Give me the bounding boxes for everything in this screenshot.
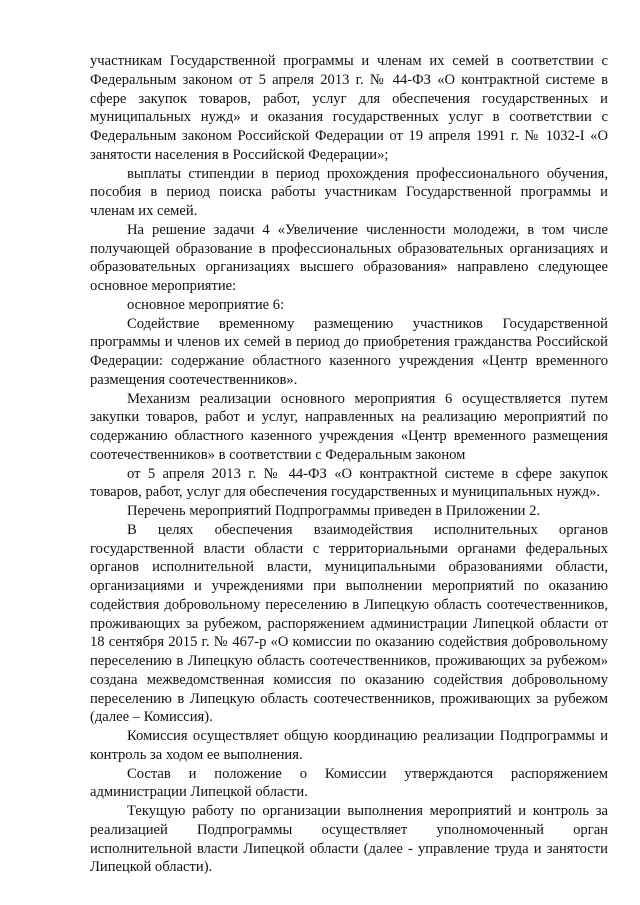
- paragraph-temporary-placement: Содействие временному размещению участников Государственной программы и членов их семей в период до приобретения гражданства Российской Федерации: содержание областного казенного учреждения «Центр временного размещения соотечественников».: [90, 315, 608, 388]
- paragraph-stipend-payments: выплаты стипендии в период прохождения профессионального обучения, пособия в период поиска работы участникам Государственной программы и членам их семей.: [90, 165, 608, 219]
- paragraph-activities-list: Перечень мероприятий Подпрограммы приведен в Приложении 2.: [127, 503, 541, 519]
- paragraph-participants-law: участникам Государственной программы и членам их семей в соответствии с Федеральным законом от 5 апреля 2013 г. № 44-ФЗ «О контрактной системе в сфере закупок товаров, работ, услуг для обеспечения государственных и муниципальных нужд» и оказания государственных услуг в соответствии с Федеральным законом Российской Федерации от 19 апреля 1991 г. № 1032-I «О занятости населения в Российской Федерации»;: [90, 53, 608, 163]
- paragraph-commission-created: В целях обеспечения взаимодействия исполнительных органов государственной власти области с территориальными органами федеральных органов исполнительной власти, муниципальными образованиями области, организациями и учреждениями при выполнении мероприятий по оказанию содействия добровольному переселению в Липецкую область соотечественников, проживающих за рубежом, распоряжением администрации Липецкой области от 18 сентября 2015 г. № 467-р «О комиссии по оказанию содействия добровольному переселению в Липецкую область соотечественников, проживающих за рубежом» создана межведомственная комиссия по оказанию содействия добровольному переселению в Липецкую область соотечественников, проживающих за рубежом (далее – Комиссия).: [90, 521, 608, 726]
- paragraph-mechanism: Механизм реализации основного мероприятия 6 осуществляется путем закупки товаров, работ и услуг, направленных на реализацию мероприятий по содержанию областного казенного учреждения «Центр временного размещения соотечественников» в соответствии с Федеральным законом: [90, 390, 608, 463]
- paragraph-main-activity-6-heading: основное мероприятие 6:: [127, 296, 285, 313]
- document-body: [90, 52, 608, 877]
- paragraph-commission-composition: Состав и положение о Комиссии утверждаются распоряжением администрации Липецкой области.: [90, 765, 608, 801]
- paragraph-commission-coordination: Комиссия осуществляет общую координацию реализации Подпрограммы и контроль за ходом ее выполнения.: [90, 728, 608, 763]
- paragraph-law-44fz: от 5 апреля 2013 г. № 44-ФЗ «О контрактной системе в сфере закупок товаров, работ, услуг для обеспечения государственных и муниципальных нужд».: [90, 465, 608, 501]
- paragraph-current-work: Текущую работу по организации выполнения мероприятий и контроль за реализацией Подпрограммы осуществляет уполномоченный орган исполнительной власти Липецкой области (далее - управление труда и занятости Липецкой области).: [90, 803, 608, 876]
- paragraph-task-4: На решение задачи 4 «Увеличение численности молодежи, в том числе получающей образование в профессиональных образовательных организациях и образовательных организациях высшего образования» направлено следующее основное мероприятие:: [90, 221, 608, 294]
